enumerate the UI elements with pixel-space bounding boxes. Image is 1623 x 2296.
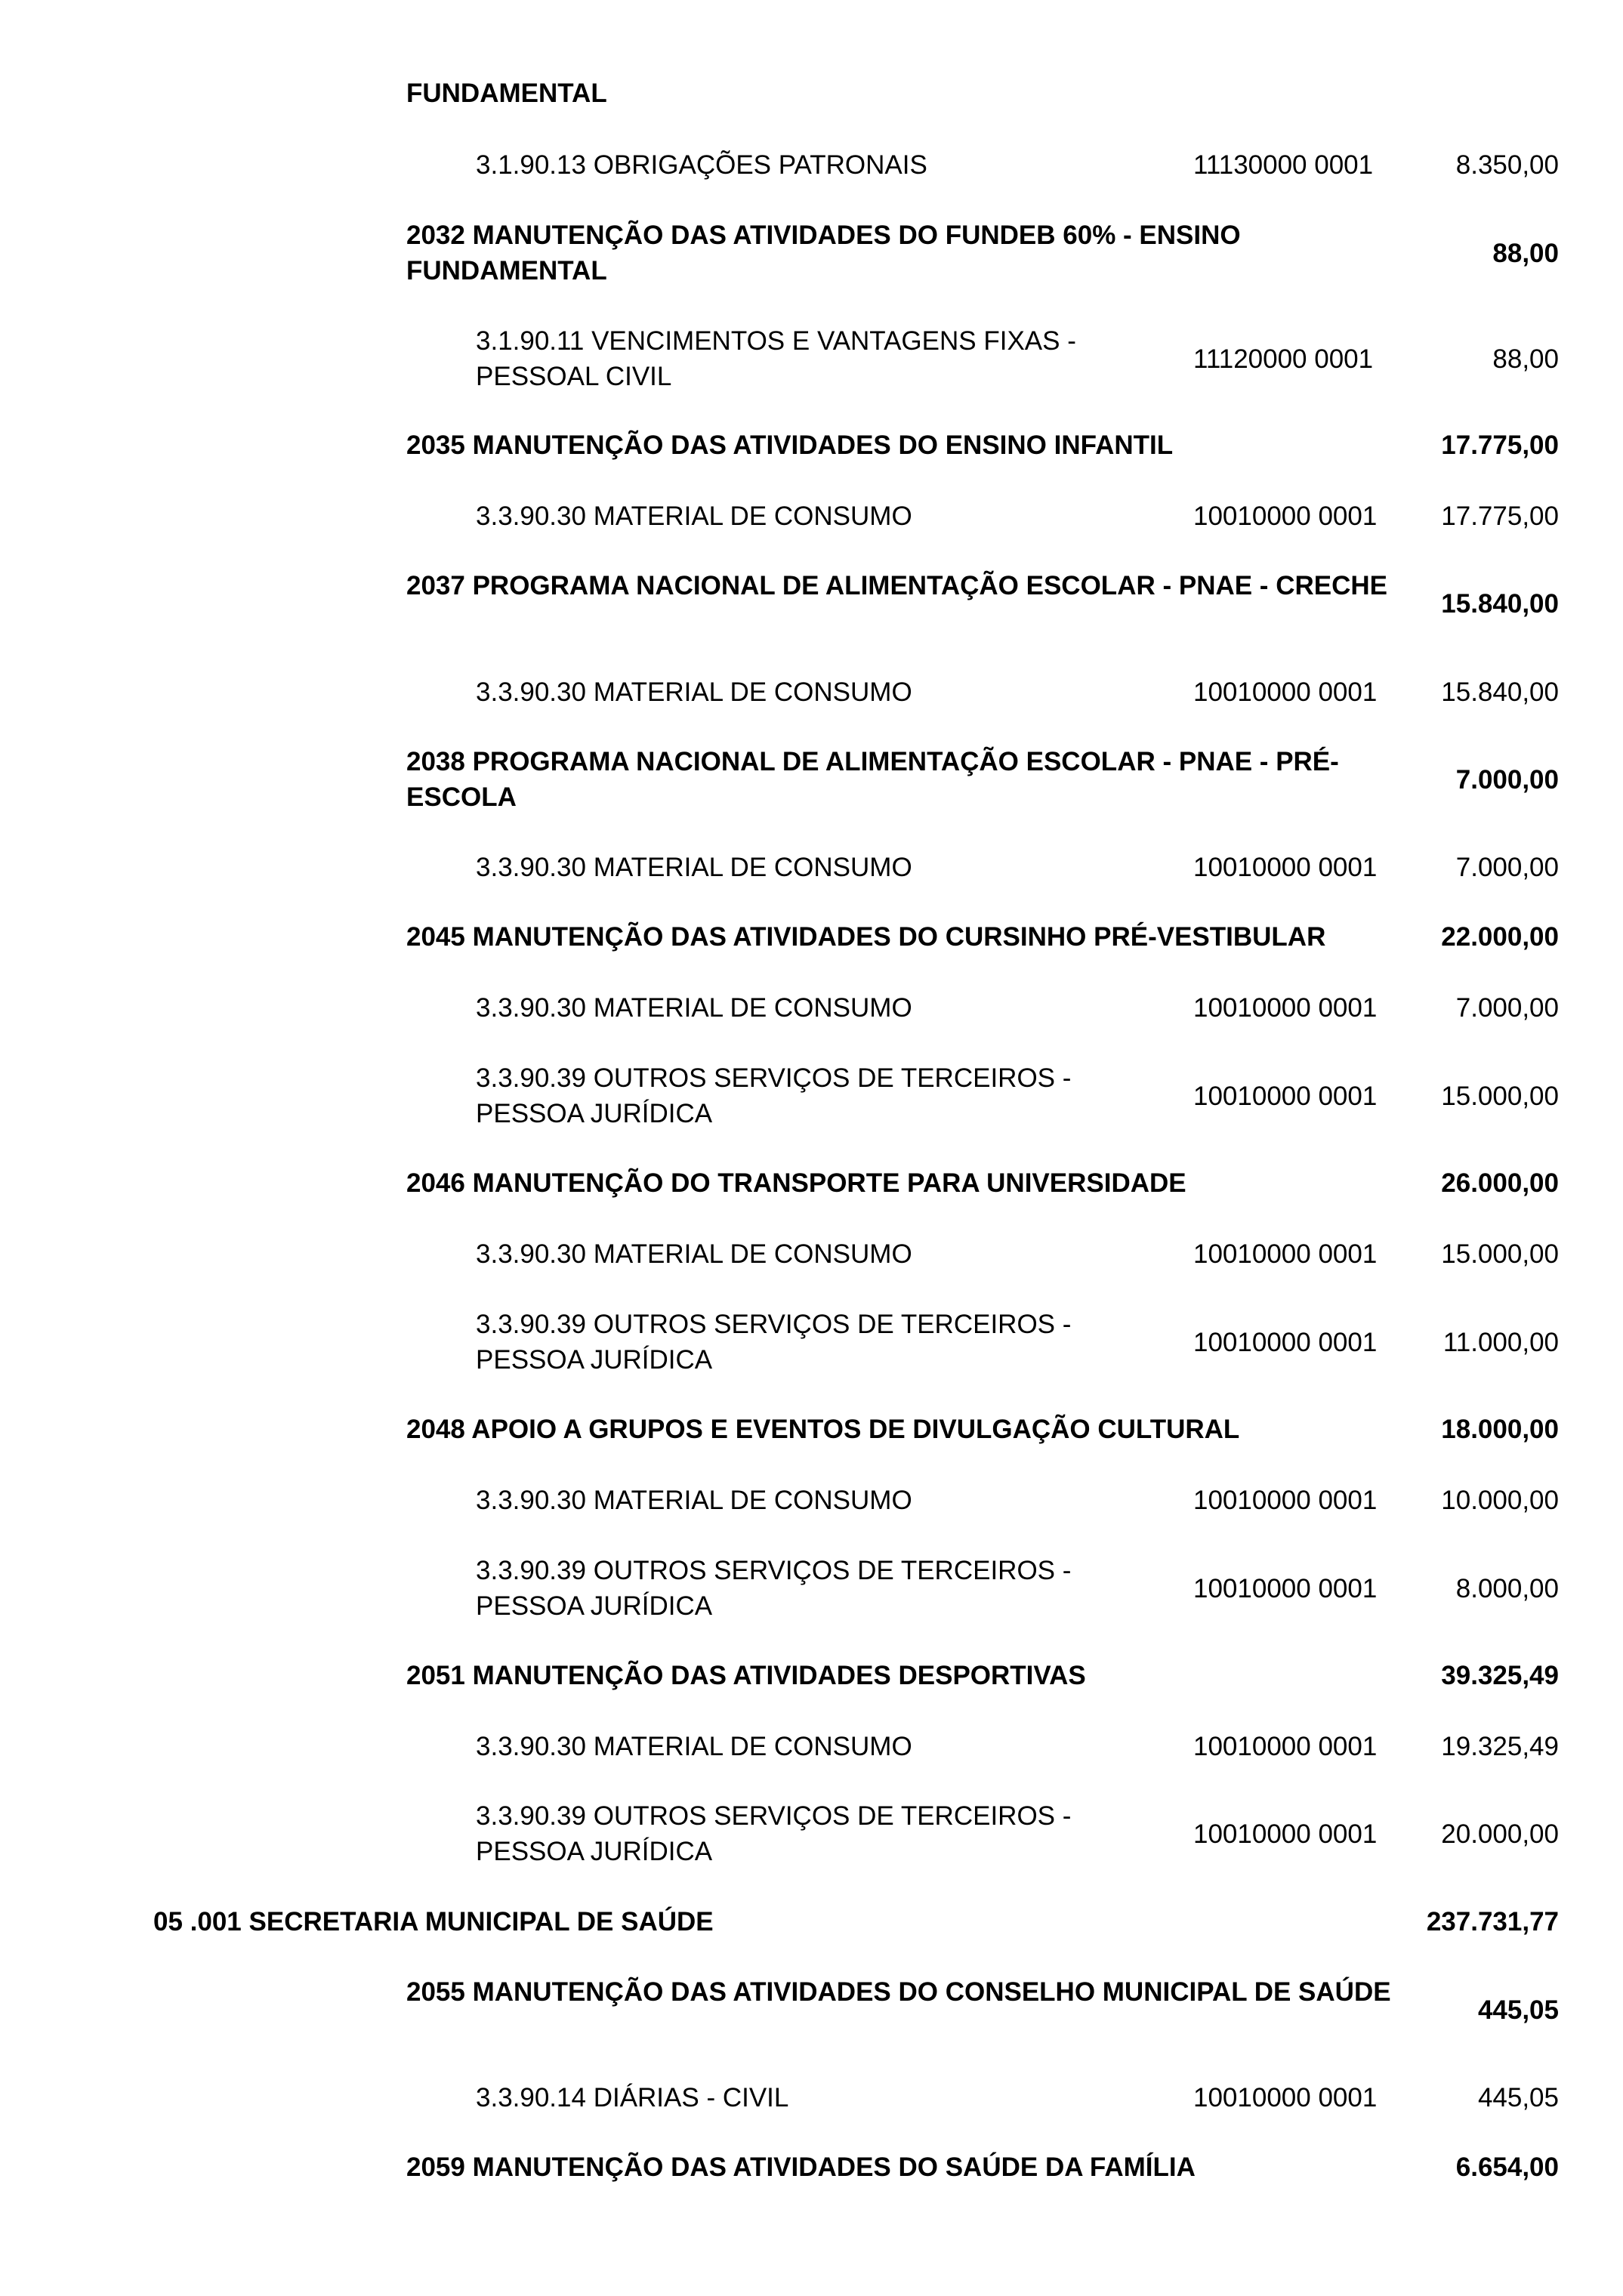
expense-element-row — [0, 1729, 1623, 1764]
amount-value: 6.654,00 — [1455, 2152, 1559, 2182]
row-description: 2046 MANUTENÇÃO DO TRANSPORTE PARA UNIVERSIDADE — [406, 1168, 1186, 1198]
expense-element-row — [0, 2080, 1623, 2115]
row-description: 3.3.90.30 MATERIAL DE CONSUMO — [476, 1239, 912, 1269]
action-row — [0, 427, 1623, 463]
row-description: 3.3.90.30 MATERIAL DE CONSUMO — [476, 1732, 912, 1761]
row-description: 05 .001 SECRETARIA MUNICIPAL DE SAÚDE — [153, 1907, 714, 1936]
row-description: 3.3.90.39 OUTROS SERVIÇOS DE TERCEIROS - PESSOA JURÍDICA — [476, 1556, 1079, 1621]
amount-value: 445,05 — [1477, 1995, 1559, 2025]
amount-value: 7.000,00 — [1455, 993, 1559, 1023]
resource-code: 10010000 0001 — [1193, 993, 1378, 1023]
expense-element-row — [0, 674, 1623, 710]
expense-element-row — [0, 323, 1623, 394]
resource-code: 10010000 0001 — [1193, 2083, 1378, 2112]
action-row — [0, 76, 1623, 111]
row-description: 2035 MANUTENÇÃO DAS ATIVIDADES DO ENSINO INFANTIL — [406, 430, 1174, 460]
resource-code: 10010000 0001 — [1193, 1819, 1378, 1849]
action-row — [0, 1412, 1623, 1447]
amount-value: 8.350,00 — [1455, 150, 1559, 180]
amount-value: 17.775,00 — [1441, 430, 1559, 460]
row-description: 3.3.90.30 MATERIAL DE CONSUMO — [476, 501, 912, 531]
expense-element-row — [0, 1483, 1623, 1518]
amount-value: 39.325,49 — [1441, 1661, 1559, 1690]
amount-value: 18.000,00 — [1441, 1415, 1559, 1444]
amount-value: 7.000,00 — [1455, 853, 1559, 882]
amount-value: 15.840,00 — [1441, 588, 1559, 619]
action-row — [0, 919, 1623, 955]
row-description: FUNDAMENTAL — [406, 79, 607, 108]
expense-element-row — [0, 1236, 1623, 1272]
action-row — [0, 744, 1623, 815]
expense-element-row — [0, 1798, 1623, 1869]
row-description: 3.1.90.13 OBRIGAÇÕES PATRONAIS — [476, 150, 927, 180]
row-description: 2045 MANUTENÇÃO DAS ATIVIDADES DO CURSINHO PRÉ-VESTIBULAR — [406, 922, 1326, 952]
row-description: 3.3.90.30 MATERIAL DE CONSUMO — [476, 1486, 912, 1515]
row-description: 2037 PROGRAMA NACIONAL DE ALIMENTAÇÃO ESCOLAR - PNAE - CRECHE — [406, 571, 1387, 600]
amount-value: 19.325,49 — [1441, 1732, 1559, 1761]
expense-element-row — [0, 1307, 1623, 1378]
resource-code: 10010000 0001 — [1193, 1486, 1378, 1515]
section-row — [0, 1904, 1623, 1940]
row-description: 2048 APOIO A GRUPOS E EVENTOS DE DIVULGAÇÃO CULTURAL — [406, 1415, 1240, 1444]
resource-code: 10010000 0001 — [1193, 853, 1378, 882]
resource-code: 10010000 0001 — [1193, 1732, 1378, 1761]
resource-code: 10010000 0001 — [1193, 501, 1378, 531]
action-row — [0, 2149, 1623, 2185]
row-description: 2059 MANUTENÇÃO DAS ATIVIDADES DO SAÚDE DA FAMÍLIA — [406, 2152, 1196, 2182]
resource-code: 10010000 0001 — [1193, 1327, 1378, 1357]
resource-code: 10010000 0001 — [1193, 1239, 1378, 1269]
resource-code: 10010000 0001 — [1193, 1081, 1378, 1111]
expense-element-row — [0, 1553, 1623, 1624]
row-description: 2055 MANUTENÇÃO DAS ATIVIDADES DO CONSELHO MUNICIPAL DE SAÚDE — [406, 1977, 1391, 2007]
row-description: 3.3.90.30 MATERIAL DE CONSUMO — [476, 993, 912, 1023]
action-row — [0, 1974, 1623, 2045]
action-row — [0, 1165, 1623, 1201]
amount-value: 26.000,00 — [1441, 1168, 1559, 1198]
amount-value: 88,00 — [1492, 344, 1559, 374]
row-description: 3.3.90.39 OUTROS SERVIÇOS DE TERCEIROS - PESSOA JURÍDICA — [476, 1310, 1079, 1375]
row-description: 3.3.90.30 MATERIAL DE CONSUMO — [476, 853, 912, 882]
action-row — [0, 1658, 1623, 1693]
amount-value: 88,00 — [1492, 238, 1559, 268]
resource-code: 10010000 0001 — [1193, 677, 1378, 707]
row-description: 2032 MANUTENÇÃO DAS ATIVIDADES DO FUNDEB 60% - ENSINO FUNDAMENTAL — [406, 221, 1248, 285]
row-description: 3.1.90.11 VENCIMENTOS E VANTAGENS FIXAS - PESSOAL CIVIL — [476, 326, 1084, 391]
resource-code: 11130000 0001 — [1193, 150, 1374, 180]
amount-value: 15.840,00 — [1441, 677, 1559, 707]
expense-element-row — [0, 147, 1623, 183]
amount-value: 237.731,77 — [1426, 1907, 1559, 1936]
action-row — [0, 218, 1623, 289]
expense-element-row — [0, 850, 1623, 885]
row-description: 2051 MANUTENÇÃO DAS ATIVIDADES DESPORTIVAS — [406, 1661, 1086, 1690]
amount-value: 17.775,00 — [1441, 501, 1559, 531]
row-description: 3.3.90.39 OUTROS SERVIÇOS DE TERCEIROS - PESSOA JURÍDICA — [476, 1801, 1079, 1866]
amount-value: 7.000,00 — [1455, 764, 1559, 795]
expense-element-row — [0, 498, 1623, 534]
amount-value: 10.000,00 — [1441, 1486, 1559, 1515]
amount-value: 20.000,00 — [1441, 1819, 1559, 1849]
amount-value: 11.000,00 — [1442, 1327, 1559, 1357]
amount-value: 445,05 — [1477, 2083, 1559, 2112]
amount-value: 15.000,00 — [1441, 1239, 1559, 1269]
row-description: 3.3.90.30 MATERIAL DE CONSUMO — [476, 677, 912, 707]
amount-value: 8.000,00 — [1455, 1573, 1559, 1603]
resource-code: 10010000 0001 — [1193, 1573, 1378, 1603]
amount-value: 22.000,00 — [1441, 922, 1559, 952]
expense-element-row — [0, 1060, 1623, 1131]
amount-value: 15.000,00 — [1441, 1081, 1559, 1111]
row-description: 3.3.90.39 OUTROS SERVIÇOS DE TERCEIROS - PESSOA JURÍDICA — [476, 1063, 1079, 1128]
action-row — [0, 568, 1623, 639]
row-description: 3.3.90.14 DIÁRIAS - CIVIL — [476, 2083, 789, 2112]
expense-element-row — [0, 990, 1623, 1026]
resource-code: 11120000 0001 — [1193, 344, 1374, 374]
row-description: 2038 PROGRAMA NACIONAL DE ALIMENTAÇÃO ESCOLAR - PNAE - PRÉ-ESCOLA — [406, 747, 1339, 812]
